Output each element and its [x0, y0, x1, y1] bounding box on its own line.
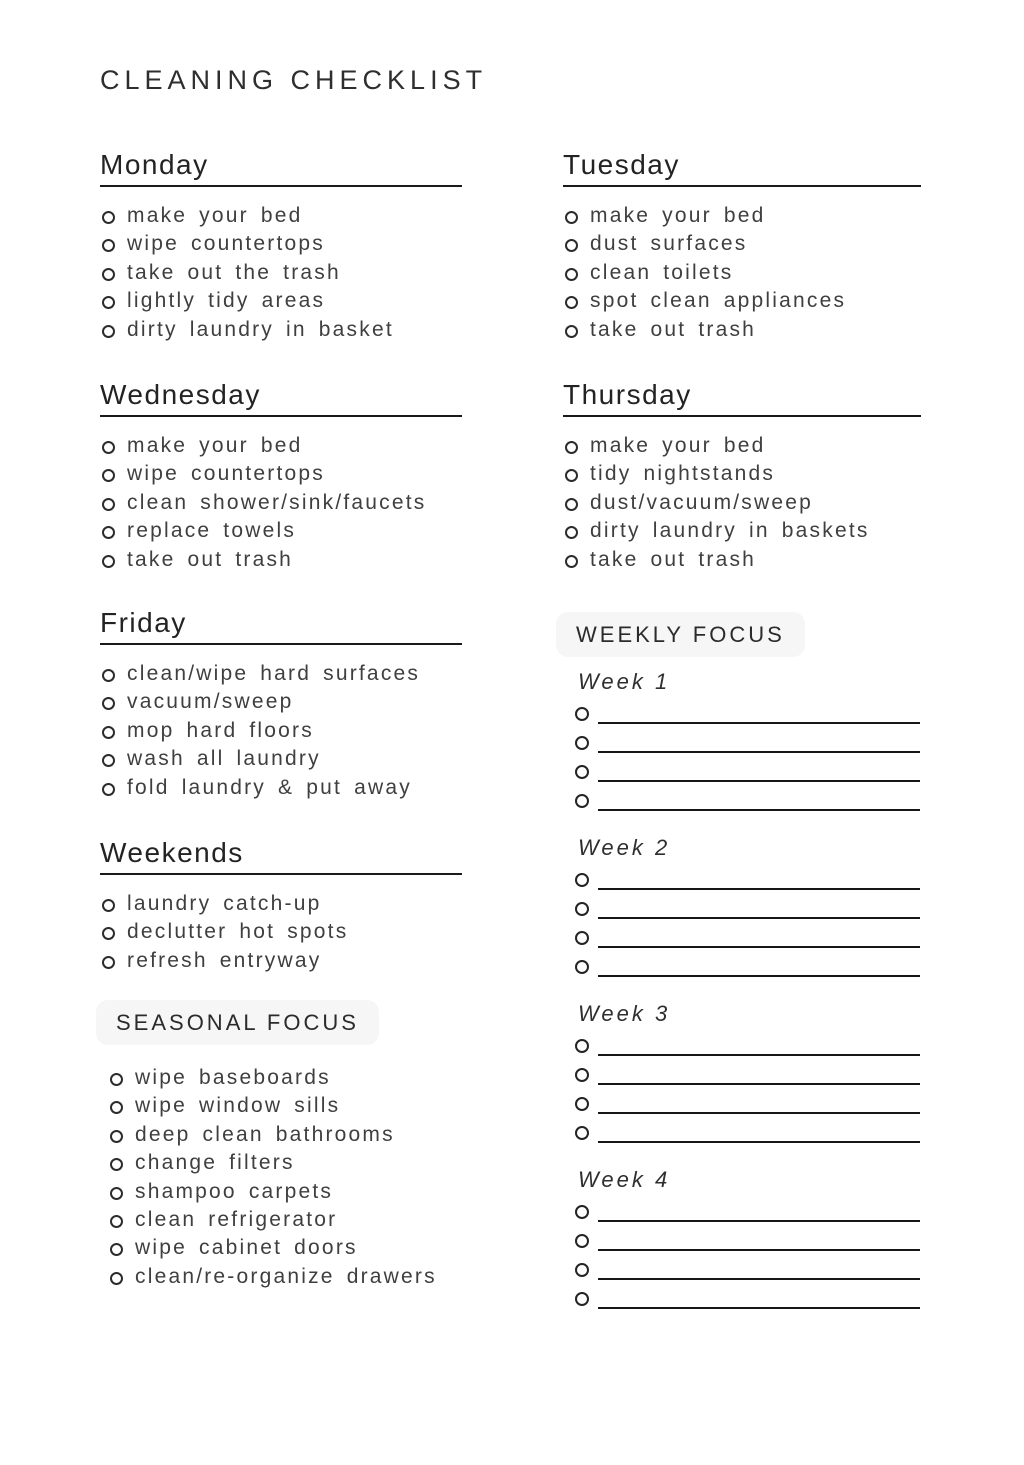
- circle-bullet-icon: [565, 526, 578, 539]
- circle-bullet-icon: [102, 325, 115, 338]
- circle-bullet-icon: [575, 794, 589, 808]
- blank-write-in-line: [598, 722, 920, 753]
- checklist-item: [102, 660, 462, 688]
- page-title: CLEANING CHECKLIST: [100, 65, 488, 95]
- checklist-item: [102, 774, 462, 802]
- checklist-item: [110, 1263, 460, 1291]
- checklist-weekends: [100, 890, 462, 975]
- checklist-item: [110, 1178, 460, 1206]
- blank-entry-row: [575, 1222, 920, 1251]
- circle-bullet-icon: [575, 1292, 589, 1306]
- blank-entry-row: [575, 948, 920, 977]
- circle-bullet-icon: [102, 268, 115, 281]
- checklist-item-label: mop hard floors: [127, 718, 314, 742]
- blank-entry-row: [575, 695, 920, 724]
- blank-write-in-line: [598, 888, 920, 919]
- circle-bullet-icon: [565, 211, 578, 224]
- circle-bullet-icon: [102, 441, 115, 454]
- circle-bullet-icon: [102, 296, 115, 309]
- checklist-item: [102, 517, 462, 545]
- circle-bullet-icon: [102, 726, 115, 739]
- checklist-item: [565, 517, 921, 545]
- seasonal-focus-badge: SEASONAL FOCUS: [96, 1000, 379, 1045]
- checklist-monday: [100, 202, 462, 344]
- checklist-seasonal: [108, 1064, 460, 1291]
- checklist-item-label: wipe countertops: [127, 462, 325, 486]
- circle-bullet-icon: [110, 1130, 123, 1143]
- checklist-item: [565, 316, 921, 344]
- blank-entry-row: [575, 1251, 920, 1280]
- blank-write-in-line: [598, 1220, 920, 1251]
- circle-bullet-icon: [102, 526, 115, 539]
- circle-bullet-icon: [565, 239, 578, 252]
- circle-bullet-icon: [565, 498, 578, 511]
- circle-bullet-icon: [565, 469, 578, 482]
- checklist-item-label: wipe countertops: [127, 232, 325, 256]
- blank-write-in-line: [598, 1112, 920, 1143]
- blank-write-in-line: [598, 917, 920, 948]
- checklist-friday: [100, 660, 462, 802]
- checklist-item: [102, 460, 462, 488]
- blank-entry-row: [575, 919, 920, 948]
- section-wednesday: [100, 378, 462, 574]
- checklist-item-label: deep clean bathrooms: [135, 1122, 395, 1146]
- week-label: Week 3: [578, 1001, 671, 1026]
- circle-bullet-icon: [102, 783, 115, 796]
- circle-bullet-icon: [110, 1243, 123, 1256]
- circle-bullet-icon: [102, 498, 115, 511]
- checklist-tuesday: [563, 202, 921, 344]
- checklist-item: [102, 745, 462, 773]
- checklist-item: [110, 1206, 460, 1234]
- circle-bullet-icon: [575, 1205, 589, 1219]
- blank-write-in-line: [598, 859, 920, 890]
- checklist-item: [110, 1092, 460, 1120]
- section-thursday: [563, 378, 921, 574]
- circle-bullet-icon: [102, 927, 115, 940]
- section-title-tuesday: Tuesday: [563, 148, 921, 187]
- checklist-item: [102, 489, 462, 517]
- checklist-item: [102, 202, 462, 230]
- circle-bullet-icon: [575, 736, 589, 750]
- checklist-item-label: clean toilets: [590, 260, 734, 284]
- checklist-item: [565, 202, 921, 230]
- checklist-item-label: wash all laundry: [127, 747, 321, 771]
- checklist-item-label: take out trash: [590, 317, 757, 341]
- checklist-item: [102, 688, 462, 716]
- blank-entry-row: [575, 1114, 920, 1143]
- circle-bullet-icon: [575, 873, 589, 887]
- circle-bullet-icon: [102, 899, 115, 912]
- week-group-3: [575, 1001, 920, 1143]
- checklist-item: [565, 259, 921, 287]
- blank-write-in-line: [598, 780, 920, 811]
- checklist-item-label: vacuum/sweep: [127, 690, 294, 714]
- circle-bullet-icon: [102, 697, 115, 710]
- checklist-item-label: change filters: [135, 1151, 295, 1175]
- circle-bullet-icon: [102, 669, 115, 682]
- section-title-thursday: Thursday: [563, 378, 921, 417]
- checklist-item-label: wipe baseboards: [135, 1066, 331, 1089]
- checklist-wednesday: [100, 432, 462, 574]
- checklist-item: [102, 432, 462, 460]
- checklist-item: [110, 1149, 460, 1177]
- circle-bullet-icon: [110, 1187, 123, 1200]
- checklist-item: [102, 287, 462, 315]
- circle-bullet-icon: [575, 960, 589, 974]
- circle-bullet-icon: [575, 707, 589, 721]
- checklist-item-label: laundry catch-up: [127, 892, 322, 915]
- blank-write-in-line: [598, 1278, 920, 1309]
- blank-entry-row: [575, 1193, 920, 1222]
- circle-bullet-icon: [575, 931, 589, 945]
- blank-entry-row: [575, 1280, 920, 1309]
- checklist-item: [102, 918, 462, 946]
- checklist-item: [565, 287, 921, 315]
- blank-write-in-line: [598, 946, 920, 977]
- circle-bullet-icon: [110, 1073, 123, 1086]
- blank-entry-row: [575, 861, 920, 890]
- blank-write-in-line: [598, 1054, 920, 1085]
- week-label: Week 1: [578, 669, 671, 694]
- checklist-item-label: take out the trash: [127, 260, 341, 284]
- checklist-item: [565, 460, 921, 488]
- checklist-item-label: take out trash: [590, 547, 757, 571]
- circle-bullet-icon: [575, 1097, 589, 1111]
- blank-entry-row: [575, 782, 920, 811]
- week-label: Week 4: [578, 1167, 671, 1192]
- checklist-item-label: dust surfaces: [590, 232, 748, 256]
- checklist-item: [110, 1234, 460, 1262]
- blank-entry-row: [575, 890, 920, 919]
- checklist-item-label: dust/vacuum/sweep: [590, 490, 813, 514]
- section-tuesday: [563, 148, 921, 344]
- circle-bullet-icon: [110, 1215, 123, 1228]
- checklist-item: [102, 890, 462, 918]
- weekly-focus-badge: WEEKLY FOCUS: [556, 612, 805, 657]
- circle-bullet-icon: [102, 211, 115, 224]
- checklist-item-label: make your bed: [127, 434, 303, 457]
- checklist-item: [102, 546, 462, 574]
- blank-entry-row: [575, 753, 920, 782]
- circle-bullet-icon: [110, 1158, 123, 1171]
- checklist-item-label: fold laundry & put away: [127, 775, 412, 799]
- circle-bullet-icon: [575, 1263, 589, 1277]
- checklist-item-label: clean/re-organize drawers: [135, 1264, 437, 1288]
- checklist-item-label: spot clean appliances: [590, 289, 847, 313]
- section-title-monday: Monday: [100, 148, 462, 187]
- checklist-item: [565, 432, 921, 460]
- circle-bullet-icon: [575, 1126, 589, 1140]
- checklist-item-label: make your bed: [590, 434, 766, 457]
- circle-bullet-icon: [565, 268, 578, 281]
- checklist-item: [102, 717, 462, 745]
- blank-write-in-line: [598, 1025, 920, 1056]
- circle-bullet-icon: [102, 469, 115, 482]
- checklist-item-label: clean/wipe hard surfaces: [127, 662, 421, 685]
- section-weekends: [100, 836, 462, 975]
- section-title-weekends: Weekends: [100, 836, 462, 875]
- section-friday: [100, 606, 462, 802]
- section-weekly-focus: [556, 612, 920, 1309]
- circle-bullet-icon: [575, 765, 589, 779]
- checklist-item-label: declutter hot spots: [127, 920, 349, 944]
- blank-entry-row: [575, 1027, 920, 1056]
- checklist-item: [102, 947, 462, 975]
- blank-entry-row: [575, 1085, 920, 1114]
- circle-bullet-icon: [110, 1272, 123, 1285]
- checklist-item: [565, 230, 921, 258]
- checklist-item-label: shampoo carpets: [135, 1179, 334, 1203]
- checklist-item: [110, 1121, 460, 1149]
- circle-bullet-icon: [565, 441, 578, 454]
- checklist-item: [110, 1064, 460, 1092]
- checklist-item: [102, 259, 462, 287]
- checklist-item-label: refresh entryway: [127, 948, 322, 972]
- blank-entry-row: [575, 1056, 920, 1085]
- circle-bullet-icon: [565, 325, 578, 338]
- circle-bullet-icon: [575, 1039, 589, 1053]
- week-group-1: [575, 669, 920, 811]
- checklist-item-label: lightly tidy areas: [127, 289, 326, 313]
- circle-bullet-icon: [102, 754, 115, 767]
- section-seasonal-focus: [96, 1000, 478, 1291]
- blank-write-in-line: [598, 1249, 920, 1280]
- checklist-item-label: clean refrigerator: [135, 1208, 338, 1232]
- blank-write-in-line: [598, 751, 920, 782]
- checklist-item: [102, 316, 462, 344]
- section-monday: [100, 148, 462, 344]
- circle-bullet-icon: [575, 1068, 589, 1082]
- checklist-item: [102, 230, 462, 258]
- checklist-item-label: wipe window sills: [135, 1094, 341, 1118]
- circle-bullet-icon: [102, 239, 115, 252]
- checklist-item-label: wipe cabinet doors: [135, 1236, 358, 1260]
- checklist-item: [565, 546, 921, 574]
- blank-write-in-line: [598, 1191, 920, 1222]
- section-title-wednesday: Wednesday: [100, 378, 462, 417]
- section-title-friday: Friday: [100, 606, 462, 645]
- checklist-item-label: tidy nightstands: [590, 462, 776, 486]
- checklist-thursday: [563, 432, 921, 574]
- checklist-item-label: make your bed: [590, 204, 766, 227]
- blank-write-in-line: [598, 1083, 920, 1114]
- week-label: Week 2: [578, 835, 671, 860]
- circle-bullet-icon: [575, 1234, 589, 1248]
- circle-bullet-icon: [102, 555, 115, 568]
- checklist-item-label: take out trash: [127, 547, 294, 571]
- circle-bullet-icon: [565, 555, 578, 568]
- checklist-item: [565, 489, 921, 517]
- checklist-item-label: replace towels: [127, 519, 297, 543]
- circle-bullet-icon: [565, 296, 578, 309]
- circle-bullet-icon: [575, 902, 589, 916]
- week-group-2: [575, 835, 920, 977]
- checklist-item-label: make your bed: [127, 204, 303, 227]
- circle-bullet-icon: [110, 1101, 123, 1114]
- blank-entry-row: [575, 724, 920, 753]
- checklist-item-label: dirty laundry in basket: [127, 317, 394, 341]
- checklist-item-label: dirty laundry in baskets: [590, 519, 870, 543]
- blank-write-in-line: [598, 693, 920, 724]
- circle-bullet-icon: [102, 956, 115, 969]
- checklist-item-label: clean shower/sink/faucets: [127, 490, 427, 514]
- week-group-4: [575, 1167, 920, 1309]
